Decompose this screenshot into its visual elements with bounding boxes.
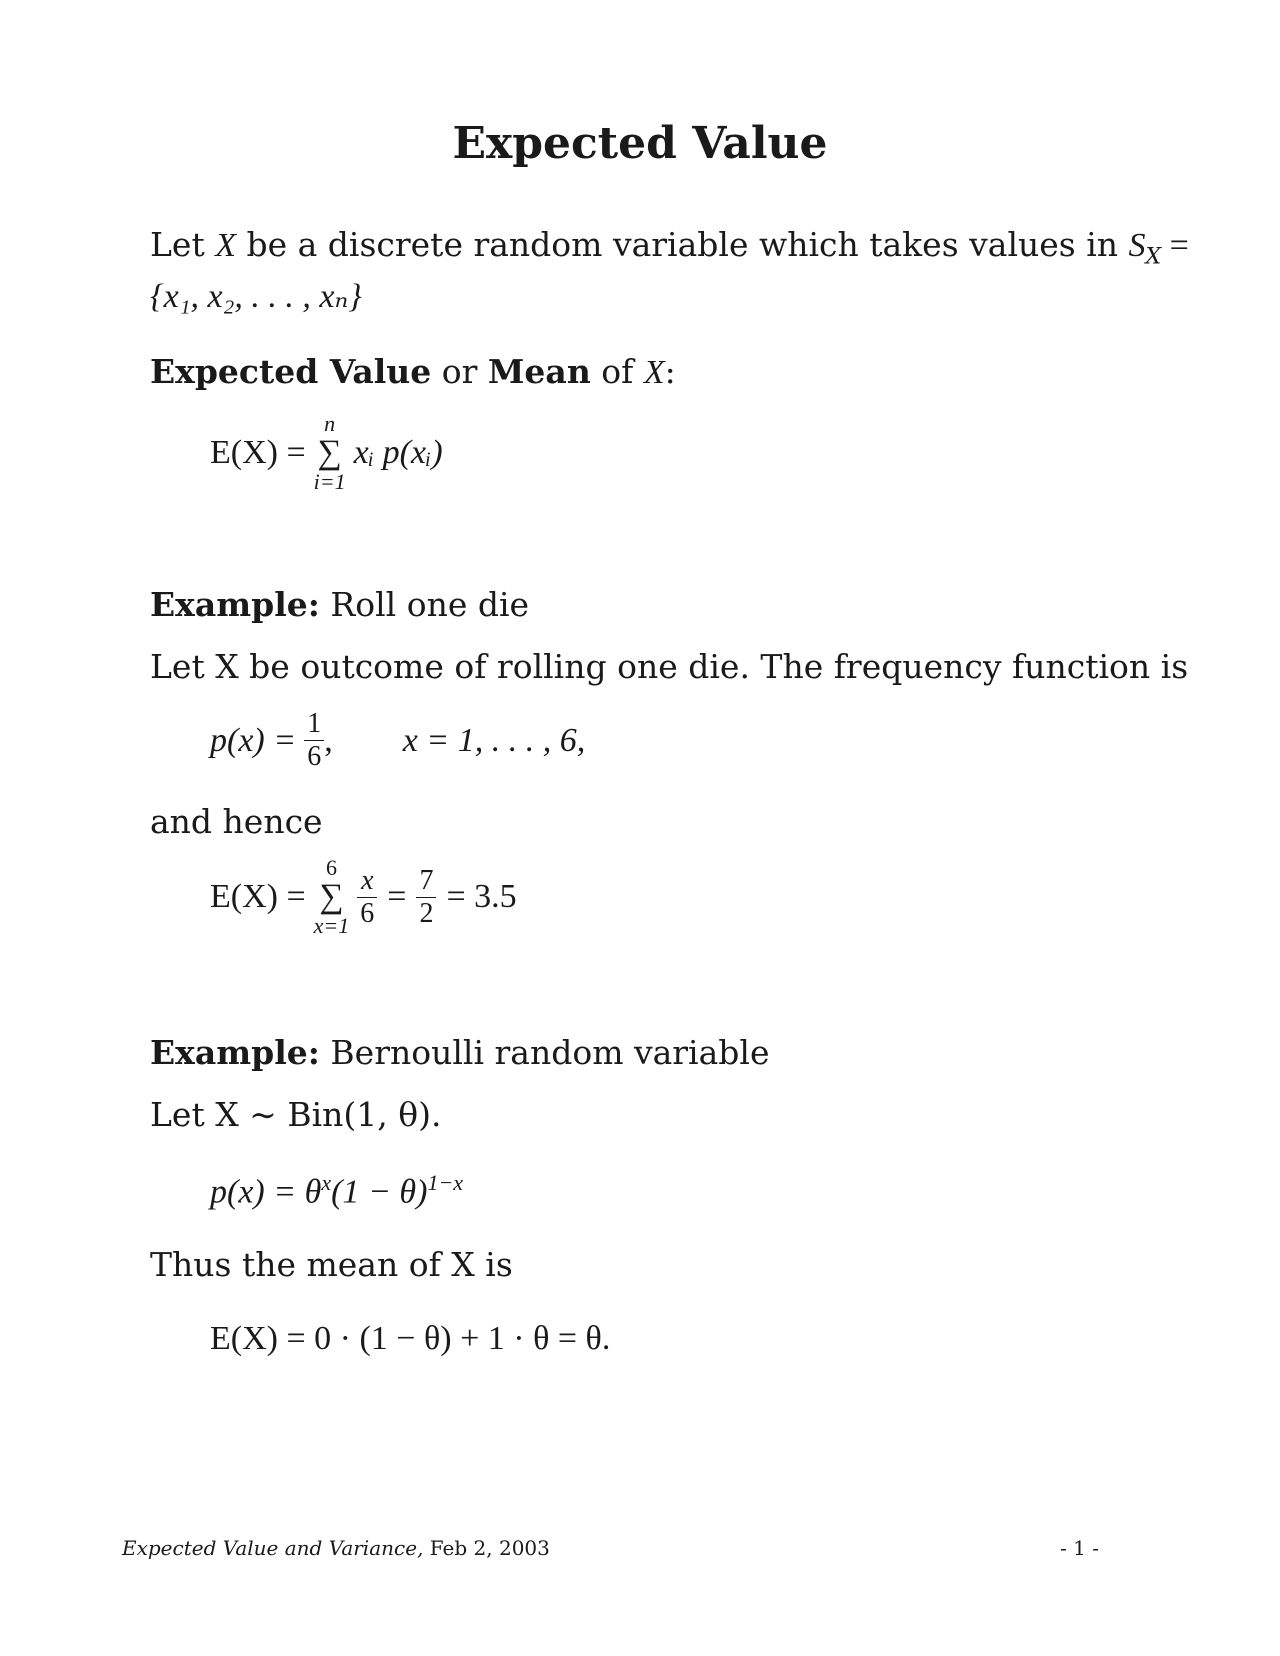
example2-heading xyxy=(150,1033,770,1072)
formula1-sum-symbol: ∑ xyxy=(317,434,342,471)
bernoulli-pmf-exp2: 1−x xyxy=(427,1170,464,1195)
footer-page-number: - 1 - xyxy=(1060,1536,1099,1560)
die-ex-fraction-2 xyxy=(416,865,436,930)
footer-date: Feb 2, 2003 xyxy=(423,1536,550,1560)
example1-text: Roll one die xyxy=(319,585,530,624)
formula1-lhs: E(X) = xyxy=(210,434,306,471)
formula1-sum-top: n xyxy=(324,411,336,436)
intro-eq: = xyxy=(1161,227,1189,264)
die-pmf-comma: , xyxy=(324,721,333,759)
page-title: Expected Value xyxy=(452,118,828,169)
definition-or: or xyxy=(431,352,488,391)
example1-label: Example: xyxy=(150,585,320,624)
die-ex-sum-top: 6 xyxy=(325,855,337,880)
die-pmf-num: 1 xyxy=(304,708,324,741)
die-expectation-formula xyxy=(210,856,517,938)
formula1-sum-bottom: i=1 xyxy=(313,469,346,494)
intro-line-1 xyxy=(150,225,1189,270)
die-ex-result: = 3.5 xyxy=(446,878,517,915)
bernoulli-pmf-exp1: x xyxy=(321,1170,332,1195)
thus-line: Thus the mean of X is xyxy=(150,1245,513,1284)
die-ex-f1-num: x xyxy=(357,865,377,898)
footer-left xyxy=(122,1536,550,1560)
intro-set-text: {x₁, x₂, . . . , xₙ} xyxy=(150,278,362,315)
example2-text: Bernoulli random variable xyxy=(319,1033,770,1072)
bernoulli-pmf-mid: (1 − θ) xyxy=(331,1173,428,1211)
bernoulli-pmf-base: p(x) = θ xyxy=(210,1173,322,1211)
die-pmf-fraction xyxy=(304,708,324,773)
example1-line2: Let X be outcome of rolling one die. The frequency function is xyxy=(150,647,1189,686)
example2-line2: Let X ∼ Bin(1, θ). xyxy=(150,1095,442,1134)
die-ex-f2-den: 2 xyxy=(419,897,434,929)
definition-of: of xyxy=(590,352,644,391)
intro-text-a: Let xyxy=(150,225,216,264)
definition-bold-mean: Mean xyxy=(487,352,591,391)
footer-title: Expected Value and Variance, xyxy=(122,1536,424,1560)
die-ex-sum xyxy=(314,856,350,938)
intro-sx: S xyxy=(1128,227,1146,264)
die-pmf-formula xyxy=(210,708,585,773)
intro-text-b: be a discrete random variable which takes values in xyxy=(235,225,1129,264)
formula1-term: xᵢ p(xᵢ) xyxy=(353,434,443,471)
definition-colon: : xyxy=(664,352,676,391)
die-ex-sum-symbol: ∑ xyxy=(319,878,344,915)
example2-label: Example: xyxy=(150,1033,320,1072)
bernoulli-mean-formula: E(X) = 0 · (1 − θ) + 1 · θ = θ. xyxy=(210,1320,611,1357)
and-hence: and hence xyxy=(150,802,323,841)
die-pmf-lhs: p(x) = xyxy=(210,721,297,759)
definition-line xyxy=(150,352,676,391)
die-ex-eq: = xyxy=(387,878,407,915)
intro-sx-sub: X xyxy=(1145,244,1162,270)
intro-var-x: X xyxy=(215,227,236,264)
die-ex-f2-num: 7 xyxy=(416,865,436,898)
die-ex-fraction-1 xyxy=(357,865,377,930)
expected-value-formula xyxy=(210,412,443,494)
example1-heading xyxy=(150,585,530,624)
die-pmf-range: x = 1, . . . , 6, xyxy=(402,721,586,759)
formula1-sum xyxy=(314,412,346,494)
die-ex-lhs: E(X) = xyxy=(210,878,306,915)
intro-set xyxy=(150,280,362,314)
die-ex-sum-bottom: x=1 xyxy=(313,913,350,938)
die-pmf-den: 6 xyxy=(307,741,322,772)
definition-bold-expected-value: Expected Value xyxy=(150,352,432,391)
die-ex-f1-den: 6 xyxy=(360,897,375,929)
bernoulli-pmf-formula xyxy=(210,1170,463,1211)
definition-var: X xyxy=(643,354,665,391)
